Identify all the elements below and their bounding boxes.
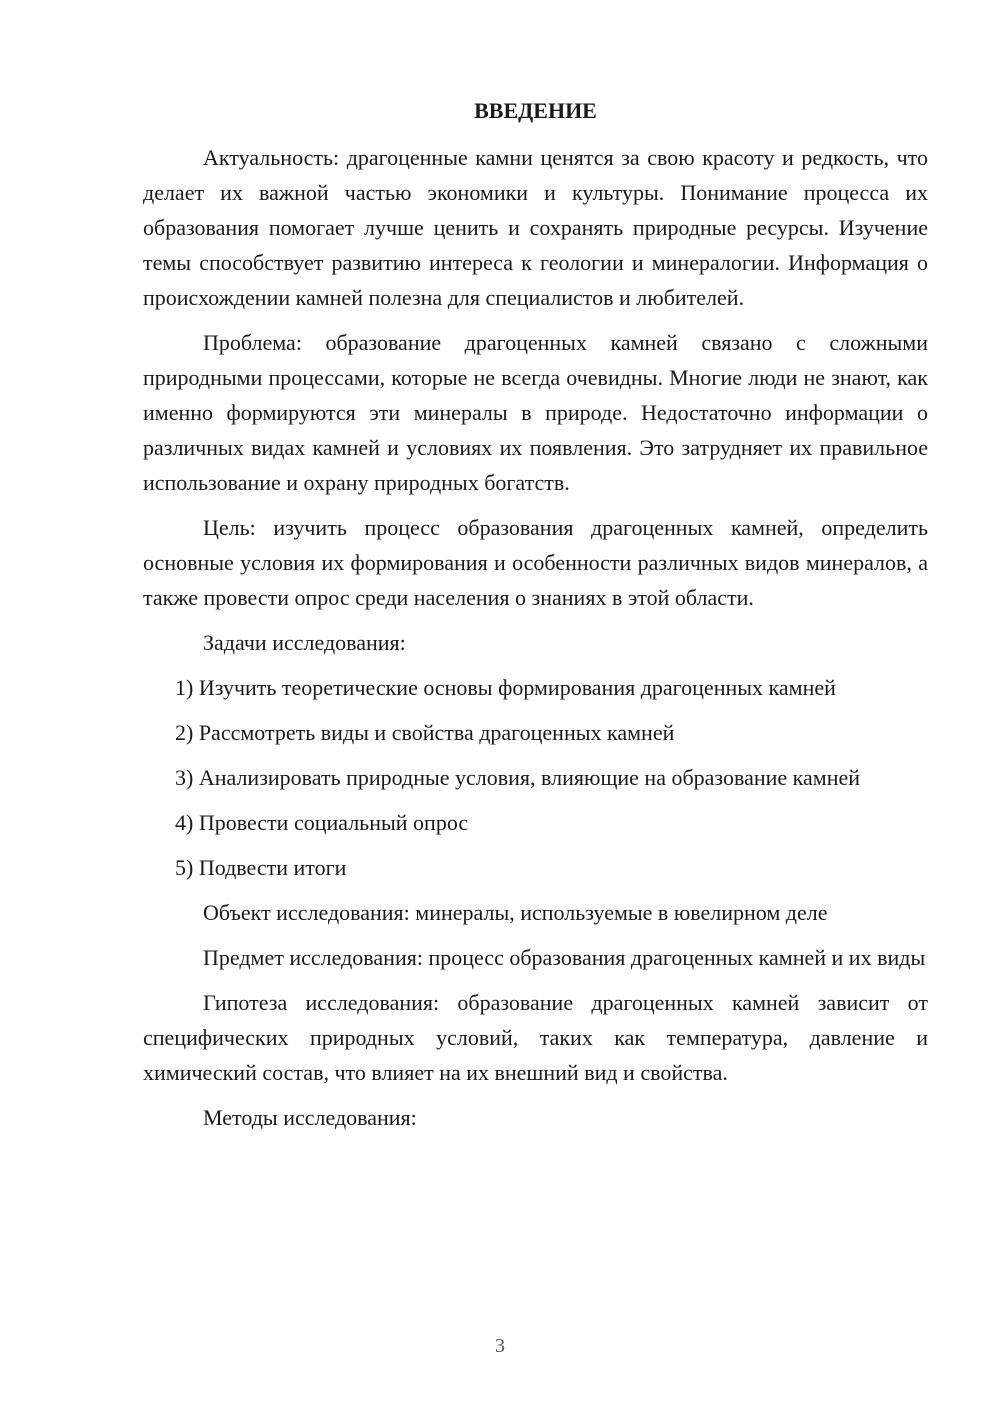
task-item-3: 3) Анализировать природные условия, влияющие на образование камней — [175, 765, 861, 790]
paragraph-subject: Предмет исследования: процесс образования драгоценных камней и их виды — [203, 945, 926, 970]
task-item-1: 1) Изучить теоретические основы формирования драгоценных камней — [175, 675, 836, 700]
page-number: 3 — [495, 1335, 505, 1357]
paragraph-methods: Методы исследования: — [203, 1105, 417, 1130]
task-item-2: 2) Рассмотреть виды и свойства драгоценных камней — [175, 720, 675, 745]
page-title: ВВЕДЕНИЕ — [474, 98, 597, 123]
task-item-5: 5) Подвести итоги — [175, 855, 347, 880]
document-page — [143, 93, 928, 1135]
paragraph-relevance: Актуальность: драгоценные камни ценятся за свою красоту и редкость, что делает их важной частью экономики и культуры. Понимание процесса их образования помогает лучше ценить и сохранять природные ресурсы. Изучение темы способствует развитию интереса к геологии и минералогии. Информация о происхождении камней полезна для специалистов и любителей. — [143, 145, 928, 310]
paragraph-problem: Проблема: образование драгоценных камней связано с сложными природными процессами, которые не всегда очевидны. Многие люди не знают, как именно формируются эти минералы в природе. Недостаточно информации о различных видах камней и условиях их появления. Это затрудняет их правильное использование и охрану природных богатств. — [143, 330, 928, 495]
paragraph-object: Объект исследования: минералы, используемые в ювелирном деле — [203, 900, 828, 925]
paragraph-tasks-heading: Задачи исследования: — [203, 630, 406, 655]
task-item-4: 4) Провести социальный опрос — [175, 810, 469, 835]
paragraph-goal: Цель: изучить процесс образования драгоценных камней, определить основные условия их формирования и особенности различных видов минералов, а также провести опрос среди населения о знаниях в этой области. — [143, 515, 928, 610]
paragraph-hypothesis: Гипотеза исследования: образование драгоценных камней зависит от специфических природных условий, таких как температура, давление и химический состав, что влияет на их внешний вид и свойства. — [143, 990, 928, 1085]
